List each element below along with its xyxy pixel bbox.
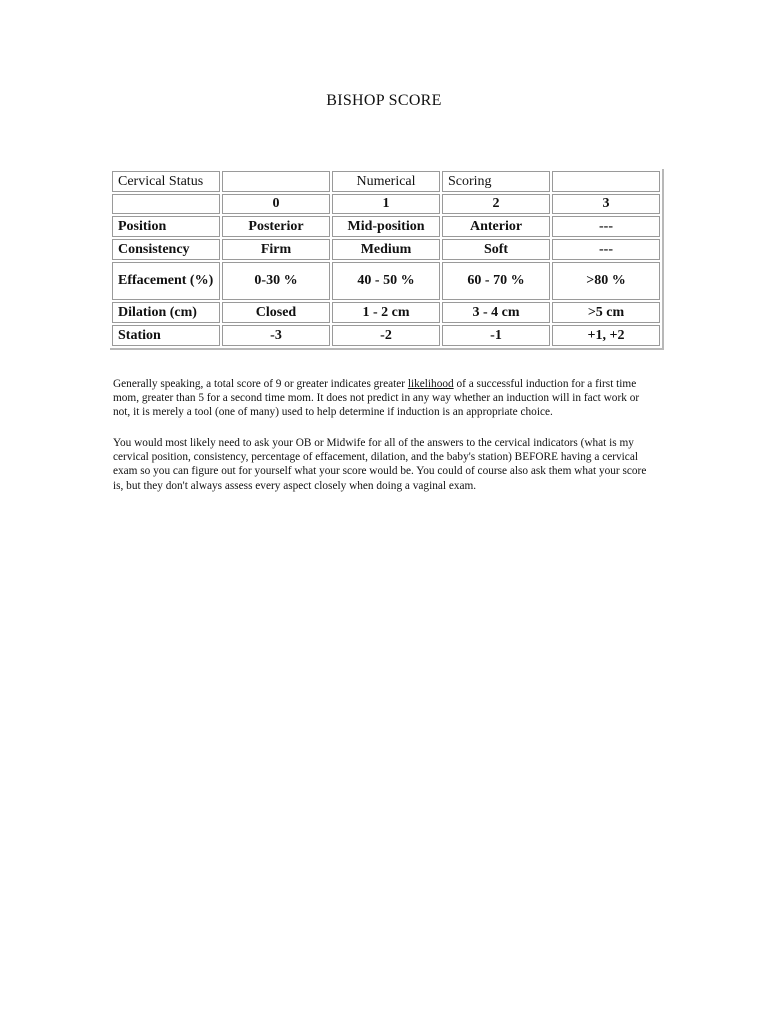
table-cell: Closed: [222, 302, 330, 323]
table-cell: 40 - 50 %: [332, 262, 440, 300]
row-label: Consistency: [112, 239, 220, 260]
table-cell: Posterior: [222, 216, 330, 237]
score-cell: 3: [552, 194, 660, 214]
paragraph-advice: You would most likely need to ask your OB or Midwife for all of the answers to the cervical indicators (what is my cervical position, consistency, percentage of effacement, dilation, and the baby's station) BEFORE having a cervical exam so you can figure out for yourself what your score would be. You could of course also ask them what your score is, but they don't always assess every aspect closely when doing a vaginal exam.: [113, 437, 647, 492]
table-cell: +1, +2: [552, 325, 660, 346]
score-cell: 0: [222, 194, 330, 214]
score-number-row: [112, 194, 660, 214]
table-cell: -2: [332, 325, 440, 346]
score-cell: [112, 194, 220, 214]
table-row: [112, 216, 660, 237]
paragraph-score-explanation: [113, 377, 653, 420]
table-cell: -3: [222, 325, 330, 346]
underlined-word: likelihood: [407, 378, 454, 390]
table-cell: Soft: [442, 239, 550, 260]
header-cell: [222, 171, 330, 192]
header-cell: Scoring: [442, 171, 550, 192]
table-cell: 1 - 2 cm: [332, 302, 440, 323]
table-row: [112, 302, 660, 323]
table-header-row: [112, 171, 660, 192]
bishop-score-table-wrapper: [110, 169, 664, 350]
score-cell: 2: [442, 194, 550, 214]
table-cell: Anterior: [442, 216, 550, 237]
paragraph-text: Generally speaking, a total score of 9 or greater indicates greater: [113, 378, 408, 390]
table-cell: >80 %: [552, 262, 660, 300]
table-cell: 0-30 %: [222, 262, 330, 300]
score-cell: 1: [332, 194, 440, 214]
table-cell: Mid-position: [332, 216, 440, 237]
row-label: Station: [112, 325, 220, 346]
table-row: [112, 262, 660, 300]
page-title: BISHOP SCORE: [326, 92, 442, 109]
paragraph-text: of a successful induction for a first time mom, greater than 5 for a second time mom. It does not predict in any way whether an induction will in fact work or not, it is merely a tool (one of many) used to help determine if induction is an appropriate choice.: [113, 378, 640, 419]
header-cell: Numerical: [332, 171, 440, 192]
header-cell: [552, 171, 660, 192]
table-cell: Medium: [332, 239, 440, 260]
table-row: [112, 325, 660, 346]
row-label: Effacement (%): [112, 262, 220, 300]
table-row: [112, 239, 660, 260]
row-label: Dilation (cm): [112, 302, 220, 323]
table-cell: 3 - 4 cm: [442, 302, 550, 323]
table-cell: 60 - 70 %: [442, 262, 550, 300]
table-cell: >5 cm: [552, 302, 660, 323]
table-cell: Firm: [222, 239, 330, 260]
table-cell: -1: [442, 325, 550, 346]
header-cell: Cervical Status: [112, 171, 220, 192]
row-label: Position: [112, 216, 220, 237]
table-cell: ---: [552, 216, 660, 237]
table-cell: ---: [552, 239, 660, 260]
bishop-score-table: [110, 169, 662, 348]
